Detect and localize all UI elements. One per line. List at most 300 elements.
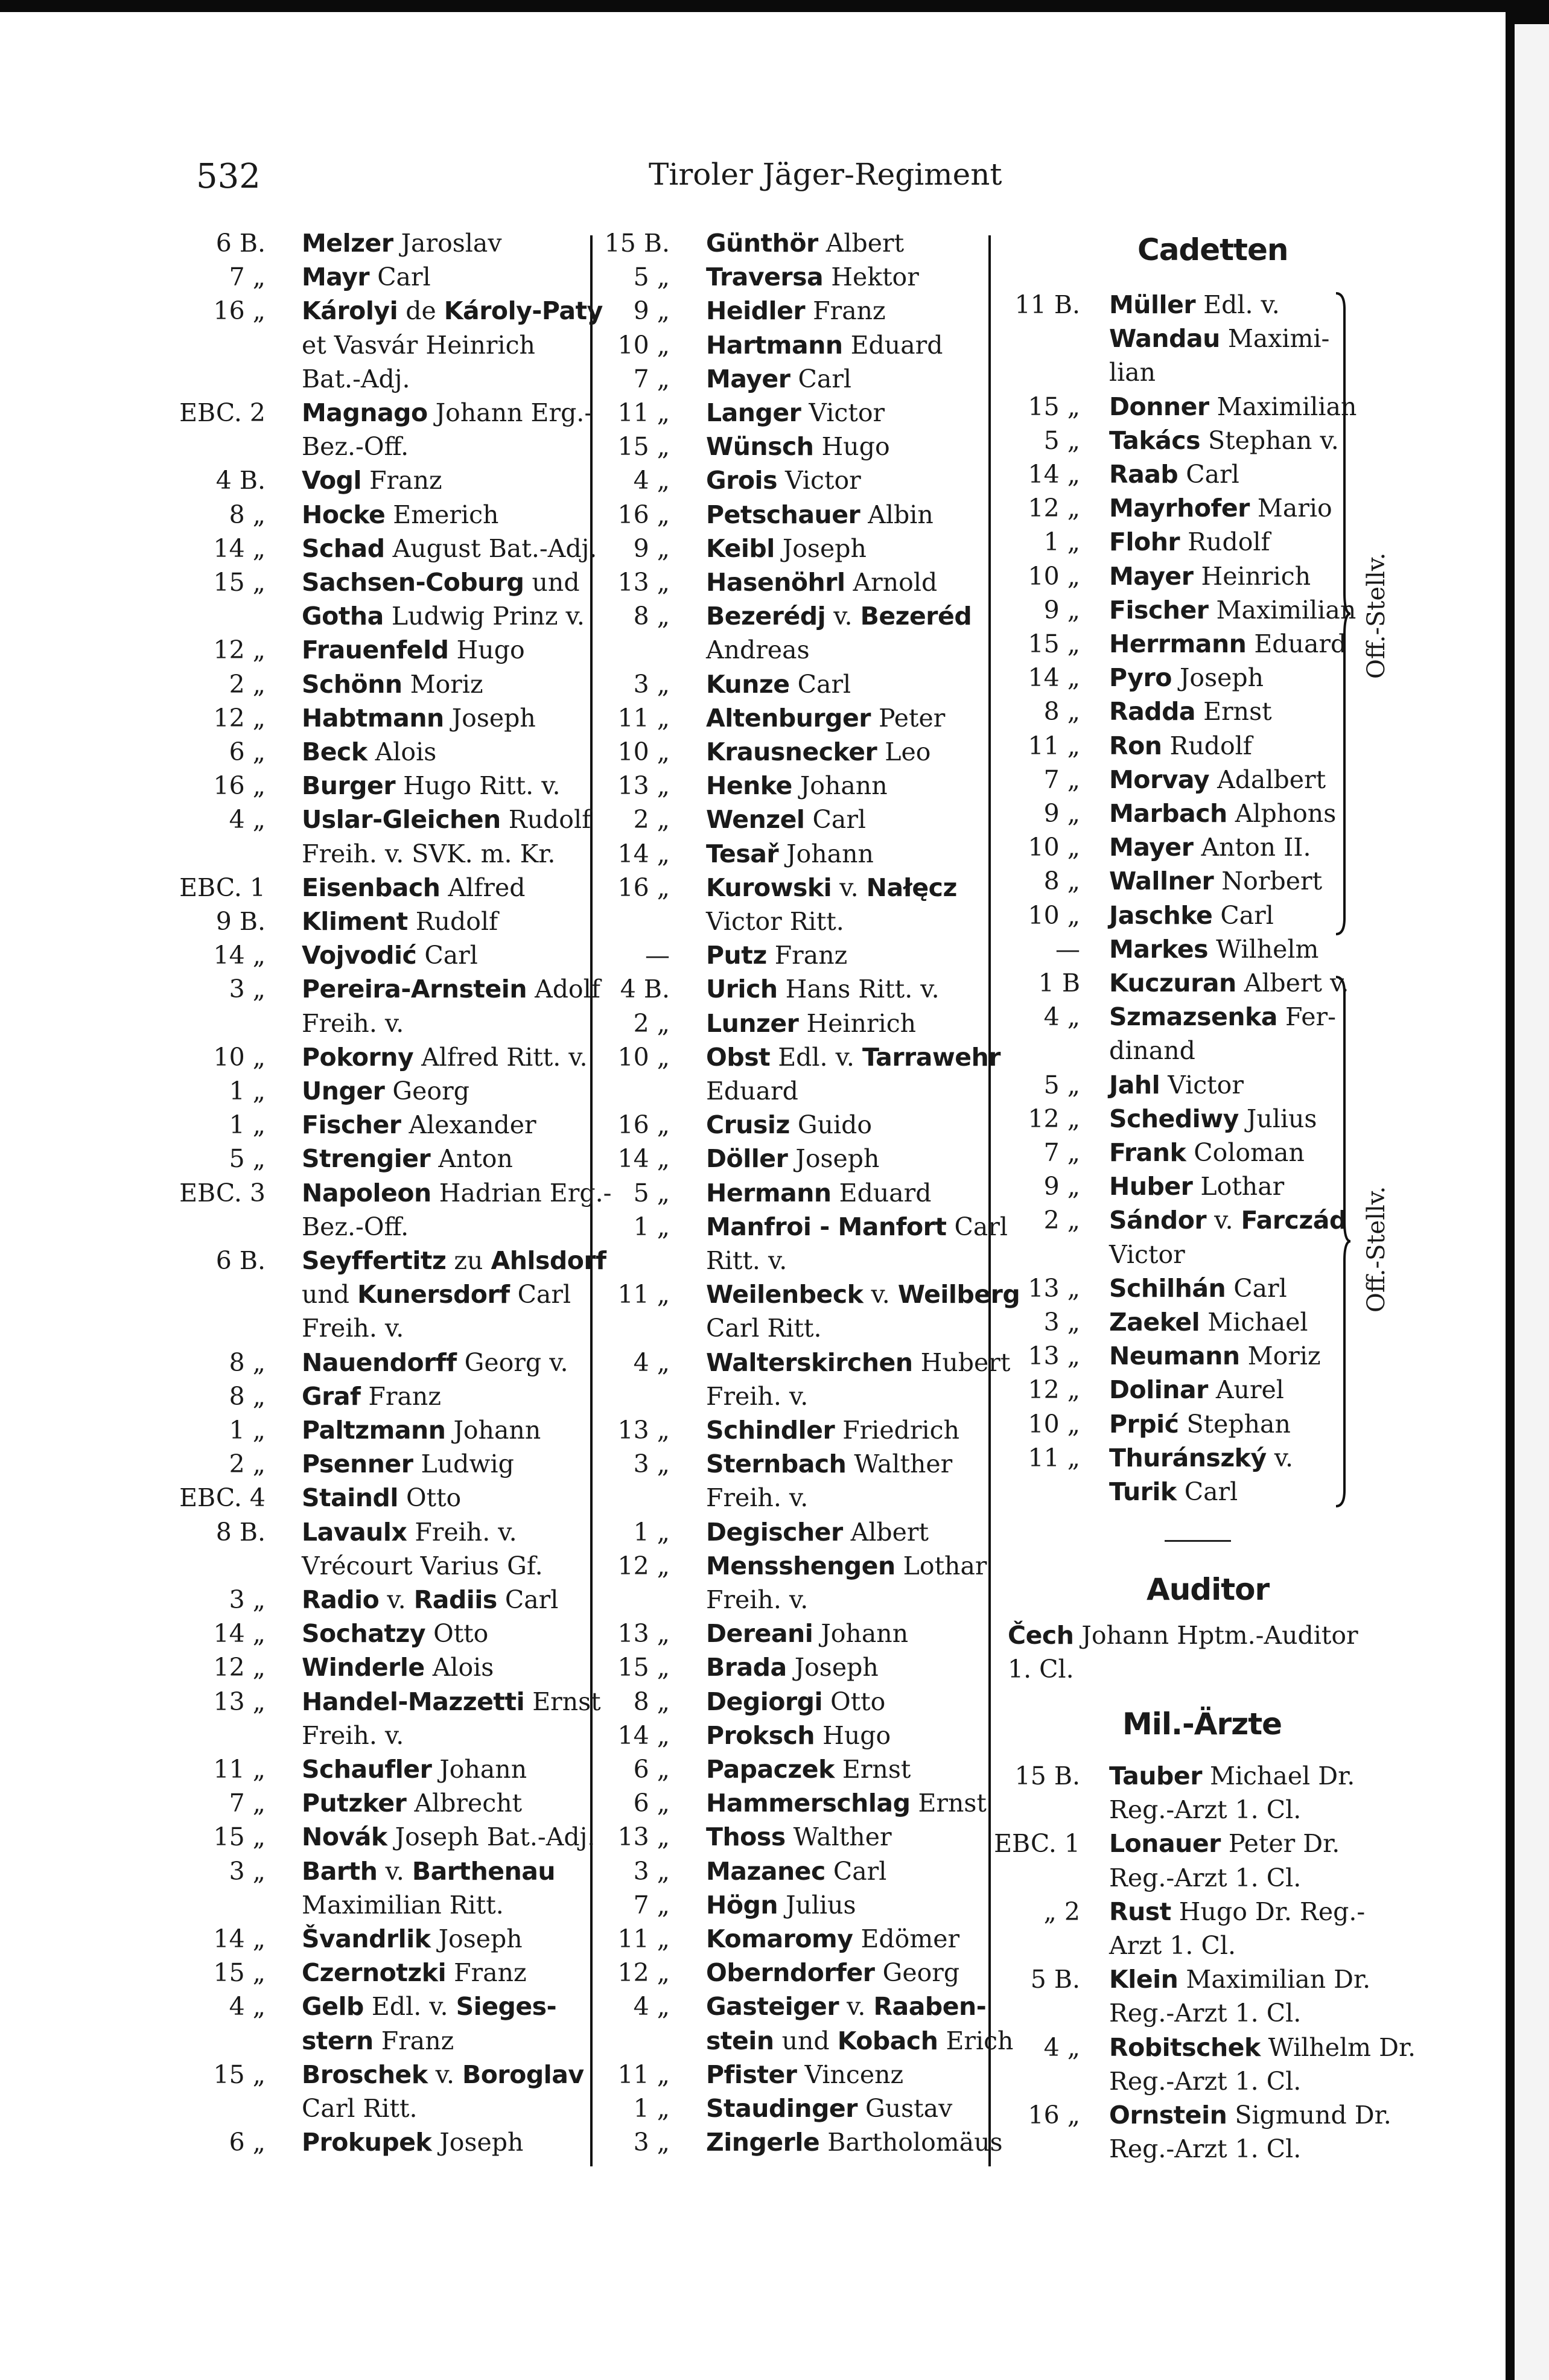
- entry-text: Otto: [398, 1483, 462, 1513]
- entry-text: Hubert: [912, 1348, 1011, 1377]
- entry-text: Rudolf: [407, 907, 498, 936]
- list-entry: [1109, 1238, 1185, 1271]
- list-entry: [1028, 1271, 1287, 1305]
- entry-surname: Ornstein: [1109, 2101, 1227, 2130]
- entry-surname: Donner: [1109, 392, 1209, 421]
- list-entry: [1028, 729, 1252, 763]
- entry-number: 5 „: [633, 262, 670, 292]
- list-entry: [1028, 1373, 1284, 1407]
- entry-surname: Mayr: [302, 262, 370, 292]
- entry-number: 6 „: [229, 737, 266, 766]
- entry-text: Heinrich: [798, 1008, 917, 1038]
- entry-text: Hugo Dr. Reg.-: [1171, 1897, 1366, 1926]
- entry-surname: Grois: [706, 466, 777, 495]
- list-entry: [617, 1413, 959, 1447]
- list-entry: [302, 362, 410, 396]
- entry-number: 3 „: [633, 669, 670, 699]
- entry-text: Arzt 1. Cl.: [1109, 1931, 1236, 1960]
- entry-text: Alfred: [440, 873, 526, 902]
- entry-text: Joseph Bat.-Adj.: [387, 1822, 596, 1852]
- entry-text-2: Carl: [497, 1585, 559, 1614]
- entry-surname: Sándor: [1109, 1206, 1207, 1235]
- entry-number: 4 „: [1043, 1002, 1080, 1032]
- entry-number: EBC. 1: [179, 873, 266, 902]
- entry-text: zu: [446, 1246, 491, 1275]
- entry-text: Reg.-Arzt 1. Cl.: [1109, 2066, 1302, 2096]
- entry-surname: Radio: [302, 1585, 380, 1614]
- entry-surname: Zingerle: [706, 2128, 820, 2157]
- entry-number: 13 „: [617, 771, 670, 801]
- entry-surname: Turik: [1109, 1477, 1177, 1506]
- entry-number: 3 „: [229, 975, 266, 1004]
- entry-surname: Gasteiger: [706, 1992, 839, 2022]
- page-title: Tiroler Jäger-Regiment: [649, 157, 1002, 192]
- entry-number: 13 „: [617, 568, 670, 597]
- list-entry: [706, 2024, 1013, 2058]
- entry-surname-2: Boroglav: [462, 2060, 584, 2089]
- entry-text: Johann Erg.-: [427, 398, 593, 427]
- entry-surname-2: Károly-Paty: [444, 296, 603, 326]
- section-title-cadetten: Cadetten: [1137, 232, 1288, 267]
- entry-number: 10 „: [1028, 900, 1080, 930]
- entry-number: 4 „: [633, 1992, 670, 2022]
- list-entry: [633, 1346, 1011, 1379]
- entry-text: Hugo Ritt. v.: [395, 771, 561, 801]
- list-entry: [1109, 322, 1329, 355]
- entry-surname: Schönn: [302, 669, 402, 699]
- entry-surname-2: Weilberg: [897, 1280, 1020, 1309]
- entry-surname: Prpić: [1109, 1409, 1179, 1439]
- entry-surname: Urich: [706, 975, 778, 1004]
- entry-surname: Schindler: [706, 1416, 835, 1445]
- entry-surname: Handel-Mazzetti: [302, 1687, 525, 1716]
- entry-text: Ernst: [1195, 697, 1272, 727]
- entry-text: Carl Ritt.: [706, 1314, 822, 1343]
- list-entry: [617, 837, 874, 871]
- entry-text: Michael: [1200, 1308, 1308, 1337]
- entry-number: 3 „: [229, 1585, 266, 1614]
- list-entry: [633, 1685, 886, 1719]
- list-entry: [1043, 1203, 1347, 1237]
- list-entry: [633, 2092, 953, 2125]
- entry-text: Franz: [805, 296, 886, 326]
- entry-surname: Seyffertitz: [302, 1246, 447, 1275]
- entry-surname: Hocke: [302, 500, 386, 529]
- entry-text: Johann: [445, 1416, 541, 1445]
- entry-text: Eduard: [831, 1178, 932, 1208]
- entry-number: 4 B.: [215, 466, 266, 495]
- list-entry: [706, 633, 810, 667]
- list-entry: [633, 1176, 932, 1210]
- entry-surname: Szmazsenka: [1109, 1002, 1277, 1032]
- list-entry: [706, 1379, 808, 1413]
- entry-number: 16 „: [617, 873, 670, 902]
- entry-number: 4 „: [633, 1348, 670, 1377]
- entry-number: 14 „: [213, 941, 266, 970]
- entry-text: Fer-: [1277, 1002, 1336, 1032]
- entry-number: 3 „: [633, 1856, 670, 1886]
- entry-number: 9 „: [633, 533, 670, 563]
- entry-number: 10 „: [1028, 833, 1080, 862]
- entry-surname: Pyro: [1109, 663, 1172, 693]
- entry-surname: Henke: [706, 771, 792, 801]
- entry-text: Edl. v.: [1195, 290, 1280, 319]
- list-entry: [213, 633, 525, 667]
- entry-text: Georg: [384, 1077, 469, 1106]
- list-entry: [302, 599, 585, 633]
- entry-text: Franz: [446, 1958, 527, 1988]
- section-rule: [1165, 1540, 1231, 1542]
- entry-number: 2 „: [633, 805, 670, 835]
- entry-surname: Högn: [706, 1890, 778, 1920]
- list-entry: [1028, 627, 1347, 661]
- entry-text: August Bat.-Adj.: [384, 533, 597, 563]
- entry-text: Stephan v.: [1200, 425, 1339, 455]
- list-entry: [617, 1142, 880, 1176]
- list-entry: [1028, 1407, 1291, 1441]
- entry-number: 2 „: [1043, 1206, 1080, 1235]
- entry-surname: Putz: [706, 941, 767, 970]
- entry-number: 6 „: [229, 2128, 266, 2157]
- list-entry: [1038, 966, 1349, 1000]
- list-entry: [229, 498, 499, 532]
- list-entry: [633, 1888, 856, 1922]
- entry-number: 16 „: [213, 771, 266, 801]
- entry-number: 13 „: [617, 1619, 670, 1649]
- entry-surname: Tesař: [706, 839, 779, 868]
- list-entry: [229, 1990, 557, 2023]
- list-entry: [633, 599, 972, 633]
- entry-surname: Brada: [706, 1653, 787, 1682]
- entry-surname: Pereira-Arnstein: [302, 975, 527, 1004]
- entry-text: Lothar: [1192, 1172, 1285, 1201]
- entry-number: 7 „: [1043, 765, 1080, 794]
- list-entry: [229, 735, 437, 769]
- entry-surname: Frank: [1109, 1138, 1186, 1167]
- entry-number: 4 „: [1043, 2032, 1080, 2062]
- entry-surname: Langer: [706, 398, 801, 427]
- entry-text: Peter Dr.: [1220, 1829, 1340, 1859]
- entry-surname: Čech: [1008, 1621, 1074, 1650]
- list-entry: [617, 1922, 960, 1956]
- entry-text: Arnold: [845, 568, 938, 597]
- list-entry: [229, 1786, 523, 1820]
- list-entry: [229, 1583, 559, 1617]
- entry-number: „ 2: [1043, 1897, 1080, 1926]
- entry-number: 12 „: [213, 1653, 266, 1682]
- list-entry: [1028, 899, 1274, 932]
- entry-number: 8 B.: [215, 1517, 266, 1547]
- entry-text: Joseph: [430, 1924, 523, 1953]
- list-entry: [617, 871, 957, 905]
- entry-surname: Uslar-Gleichen: [302, 805, 501, 835]
- entry-number: 6 „: [633, 1789, 670, 1818]
- entry-surname: Schad: [302, 533, 385, 563]
- list-entry: [1014, 1759, 1355, 1793]
- entry-number: 13 „: [1028, 1273, 1080, 1303]
- list-entry: [617, 1650, 879, 1684]
- entry-surname: Hammerschlag: [706, 1789, 911, 1818]
- list-entry: [633, 532, 867, 565]
- adjacent-page-edge: [1515, 24, 1549, 2380]
- entry-surname: Crusiz: [706, 1110, 790, 1140]
- list-entry: [1028, 1441, 1294, 1475]
- entry-surname-2: Nałęcz: [866, 873, 957, 902]
- entry-surname: Czernotzki: [302, 1958, 447, 1988]
- entry-surname: Magnago: [302, 398, 428, 427]
- entry-surname: Habtmann: [302, 703, 444, 733]
- list-entry: [229, 1854, 556, 1888]
- list-entry: [633, 1210, 1008, 1244]
- entry-number: 3 „: [229, 1856, 266, 1886]
- entry-text: Alexander: [401, 1110, 536, 1140]
- entry-text: Bez.-Off.: [302, 432, 409, 462]
- entry-number: 12 „: [213, 635, 266, 665]
- list-entry: [1028, 390, 1357, 424]
- entry-surname: Lonauer: [1109, 1829, 1221, 1859]
- entry-text: Reg.-Arzt 1. Cl.: [1109, 2134, 1302, 2164]
- entry-surname: Proksch: [706, 1720, 815, 1750]
- list-entry: [633, 1752, 911, 1786]
- entry-text: Rudolf: [500, 805, 591, 835]
- entry-text: Ritt. v.: [706, 1246, 787, 1275]
- entry-surname: Thuránszký: [1109, 1443, 1267, 1472]
- entry-text: Ludwig: [413, 1449, 514, 1479]
- entry-text: Maximilian Dr.: [1178, 1965, 1371, 1994]
- entry-surname-2: Kobach: [837, 2026, 938, 2055]
- entry-surname: Takács: [1109, 425, 1200, 455]
- entry-number: 1 „: [229, 1110, 266, 1140]
- entry-surname: Švandrlik: [302, 1924, 431, 1953]
- entry-text: Guido: [789, 1110, 873, 1140]
- list-entry: [213, 938, 478, 972]
- list-entry: [617, 1108, 873, 1142]
- entry-surname: Unger: [302, 1077, 385, 1106]
- list-entry: [302, 1210, 409, 1244]
- entry-text: Adalbert: [1209, 765, 1326, 794]
- entry-number: 7 „: [1043, 1138, 1080, 1167]
- entry-surname: stern: [302, 2026, 374, 2055]
- entry-text: v.: [1266, 1443, 1294, 1472]
- entry-number: 1 „: [633, 2094, 670, 2123]
- entry-surname: Strengier: [302, 1144, 431, 1174]
- list-entry: [633, 294, 886, 328]
- entry-number: 14 „: [1028, 663, 1080, 693]
- entry-number: 12 „: [617, 1958, 670, 1988]
- entry-surname: Keibl: [706, 533, 775, 563]
- entry-text: Alphons: [1227, 799, 1337, 828]
- entry-text: Otto: [425, 1619, 489, 1649]
- list-entry: [1109, 1996, 1301, 2030]
- entry-text: Wilhelm: [1208, 934, 1319, 964]
- entry-text: Otto: [822, 1687, 886, 1716]
- list-entry: [213, 2058, 584, 2092]
- entry-text: Friedrich: [835, 1416, 959, 1445]
- list-entry: [229, 1108, 536, 1142]
- entry-text: v.: [839, 1992, 874, 2022]
- entry-surname: Schilhán: [1109, 1273, 1226, 1303]
- entry-number: 11 B.: [1014, 290, 1080, 319]
- entry-number: 14 „: [1028, 460, 1080, 489]
- entry-surname: Degischer: [706, 1517, 843, 1547]
- entry-surname: Wünsch: [706, 432, 814, 462]
- entry-surname: Mensshengen: [706, 1551, 895, 1580]
- entry-surname: Kunze: [706, 669, 790, 699]
- entry-number: 16 „: [617, 500, 670, 529]
- bracket-group-1: [1334, 291, 1352, 937]
- entry-number: 13 „: [617, 1416, 670, 1445]
- entry-surname: Papaczek: [706, 1755, 835, 1784]
- list-entry: [617, 1617, 909, 1650]
- entry-number: 7 „: [633, 1890, 670, 1920]
- entry-number: 5 „: [229, 1144, 266, 1174]
- entry-number: 15 „: [1028, 392, 1080, 421]
- entry-number: 8 „: [1043, 697, 1080, 727]
- entry-number: 5 „: [1043, 1070, 1080, 1099]
- list-entry: [229, 667, 483, 701]
- entry-text: Johann Hptm.-Auditor: [1073, 1621, 1358, 1650]
- entry-number: 10 „: [617, 737, 670, 766]
- entry-text: Alfred Ritt. v.: [413, 1042, 588, 1072]
- entry-surname: Winderle: [302, 1653, 425, 1682]
- entry-text: Hektor: [823, 262, 919, 292]
- list-entry: [1109, 2132, 1301, 2166]
- entry-text: Reg.-Arzt 1. Cl.: [1109, 1795, 1302, 1825]
- entry-surname: Jaschke: [1109, 900, 1213, 930]
- list-entry: [302, 1888, 504, 1922]
- entry-text: Carl: [789, 669, 851, 699]
- entry-text-2: Carl: [509, 1280, 571, 1309]
- entry-surname: Lavaulx: [302, 1517, 407, 1547]
- entry-number: 15 „: [1028, 629, 1080, 658]
- page-number: 532: [196, 157, 261, 196]
- list-entry: [617, 430, 890, 463]
- list-entry: [617, 2058, 904, 2092]
- entry-text: Freih. v. SVK. m. Kr.: [302, 839, 556, 868]
- list-entry: [1109, 1861, 1301, 1895]
- entry-text: Carl: [369, 262, 431, 292]
- list-entry: [706, 1244, 787, 1278]
- list-entry: [179, 396, 593, 430]
- entry-surname: Traversa: [706, 262, 824, 292]
- document-page: [0, 12, 1506, 2380]
- entry-text: Bat.-Adj.: [302, 364, 410, 393]
- entry-text: et Vasvár Heinrich: [302, 330, 535, 360]
- entry-number: 14 „: [213, 1924, 266, 1953]
- list-entry: [1109, 355, 1156, 389]
- list-entry: [302, 1278, 571, 1311]
- entry-text: Peter: [871, 703, 946, 733]
- list-entry: [620, 972, 940, 1006]
- entry-number: EBC. 3: [179, 1178, 266, 1208]
- list-entry: [229, 1142, 513, 1176]
- entry-surname: Pokorny: [302, 1042, 414, 1072]
- entry-surname: Heidler: [706, 296, 806, 326]
- entry-number: 15 B.: [604, 229, 670, 258]
- entry-text: Michael Dr.: [1201, 1761, 1355, 1790]
- list-entry: [1008, 1652, 1074, 1686]
- entry-number: 13 „: [213, 1687, 266, 1716]
- entry-surname: Vojvodić: [302, 941, 417, 970]
- entry-number: 1 „: [633, 1212, 670, 1241]
- list-entry: [617, 565, 938, 599]
- entry-text: Freih. v.: [706, 1483, 809, 1513]
- list-entry: [706, 905, 844, 938]
- entry-text: Johann: [778, 839, 874, 868]
- entry-text: Joseph: [787, 1144, 880, 1174]
- entry-number: 10 „: [1028, 561, 1080, 591]
- list-entry: [179, 1176, 612, 1210]
- entry-text: Mario: [1249, 494, 1332, 523]
- entry-text: Hadrian Erg.-: [431, 1178, 612, 1208]
- entry-text: Eduard: [706, 1077, 798, 1106]
- entry-text: Victor: [777, 466, 861, 495]
- entry-text: Reg.-Arzt 1. Cl.: [1109, 1999, 1302, 2028]
- list-entry: [1055, 932, 1319, 966]
- entry-text: Maximilian: [1208, 595, 1357, 625]
- entry-number: 14 „: [617, 839, 670, 868]
- list-entry: [229, 260, 431, 294]
- entry-surname: Kuczuran: [1109, 969, 1236, 998]
- entry-surname: Markes: [1109, 934, 1209, 964]
- entry-text: Alois: [424, 1653, 494, 1682]
- entry-number: 12 „: [1028, 1104, 1080, 1133]
- entry-text: Carl: [825, 1856, 887, 1886]
- list-entry: [229, 972, 600, 1006]
- entry-text: Albert: [818, 229, 905, 258]
- entry-number: 15 „: [213, 2060, 266, 2089]
- list-entry: [706, 1583, 808, 1617]
- entry-number: 2 „: [229, 1449, 266, 1479]
- entry-number: 4 „: [229, 805, 266, 835]
- entry-number: 1 „: [229, 1077, 266, 1106]
- entry-surname-2: Kunersdorf: [357, 1280, 510, 1309]
- entry-text: Albin: [860, 500, 934, 529]
- entry-surname: Lunzer: [706, 1008, 799, 1038]
- entry-text: Lothar: [895, 1551, 987, 1580]
- entry-surname-2: Tarrawehr: [862, 1042, 1001, 1072]
- list-entry: [617, 396, 885, 430]
- entry-text: Freih. v.: [706, 1585, 809, 1614]
- entry-number: 7 „: [229, 262, 266, 292]
- entry-surname-2: Ahlsdorf: [491, 1246, 606, 1275]
- entry-text: Carl: [804, 805, 867, 835]
- entry-text: Joseph: [444, 703, 536, 733]
- entry-text: Carl: [1176, 1477, 1238, 1506]
- list-entry: [633, 1007, 917, 1040]
- entry-number: 13 „: [1028, 1341, 1080, 1371]
- entry-surname: Hasenöhrl: [706, 568, 845, 597]
- entry-number: 1 „: [229, 1416, 266, 1445]
- entry-number: 16 „: [213, 296, 266, 326]
- entry-surname: Raab: [1109, 460, 1178, 489]
- list-entry: [215, 1515, 517, 1549]
- list-entry: [229, 1379, 441, 1413]
- entry-surname: Napoleon: [302, 1178, 431, 1208]
- entry-text: und: [302, 1280, 358, 1309]
- bracket-label-1: Off.-Stellv.: [1363, 552, 1390, 679]
- entry-surname: Staindl: [302, 1483, 398, 1513]
- list-entry: [633, 362, 852, 396]
- entry-surname: Mayer: [1109, 833, 1194, 862]
- entry-text: Eduard: [842, 330, 943, 360]
- entry-surname: Barth: [302, 1856, 378, 1886]
- entry-number: 16 „: [617, 1110, 670, 1140]
- entry-surname: Mazanec: [706, 1856, 825, 1886]
- entry-text: Maximi-: [1220, 324, 1330, 354]
- entry-surname: Gelb: [302, 1992, 364, 2022]
- entry-text: v.: [377, 1856, 412, 1886]
